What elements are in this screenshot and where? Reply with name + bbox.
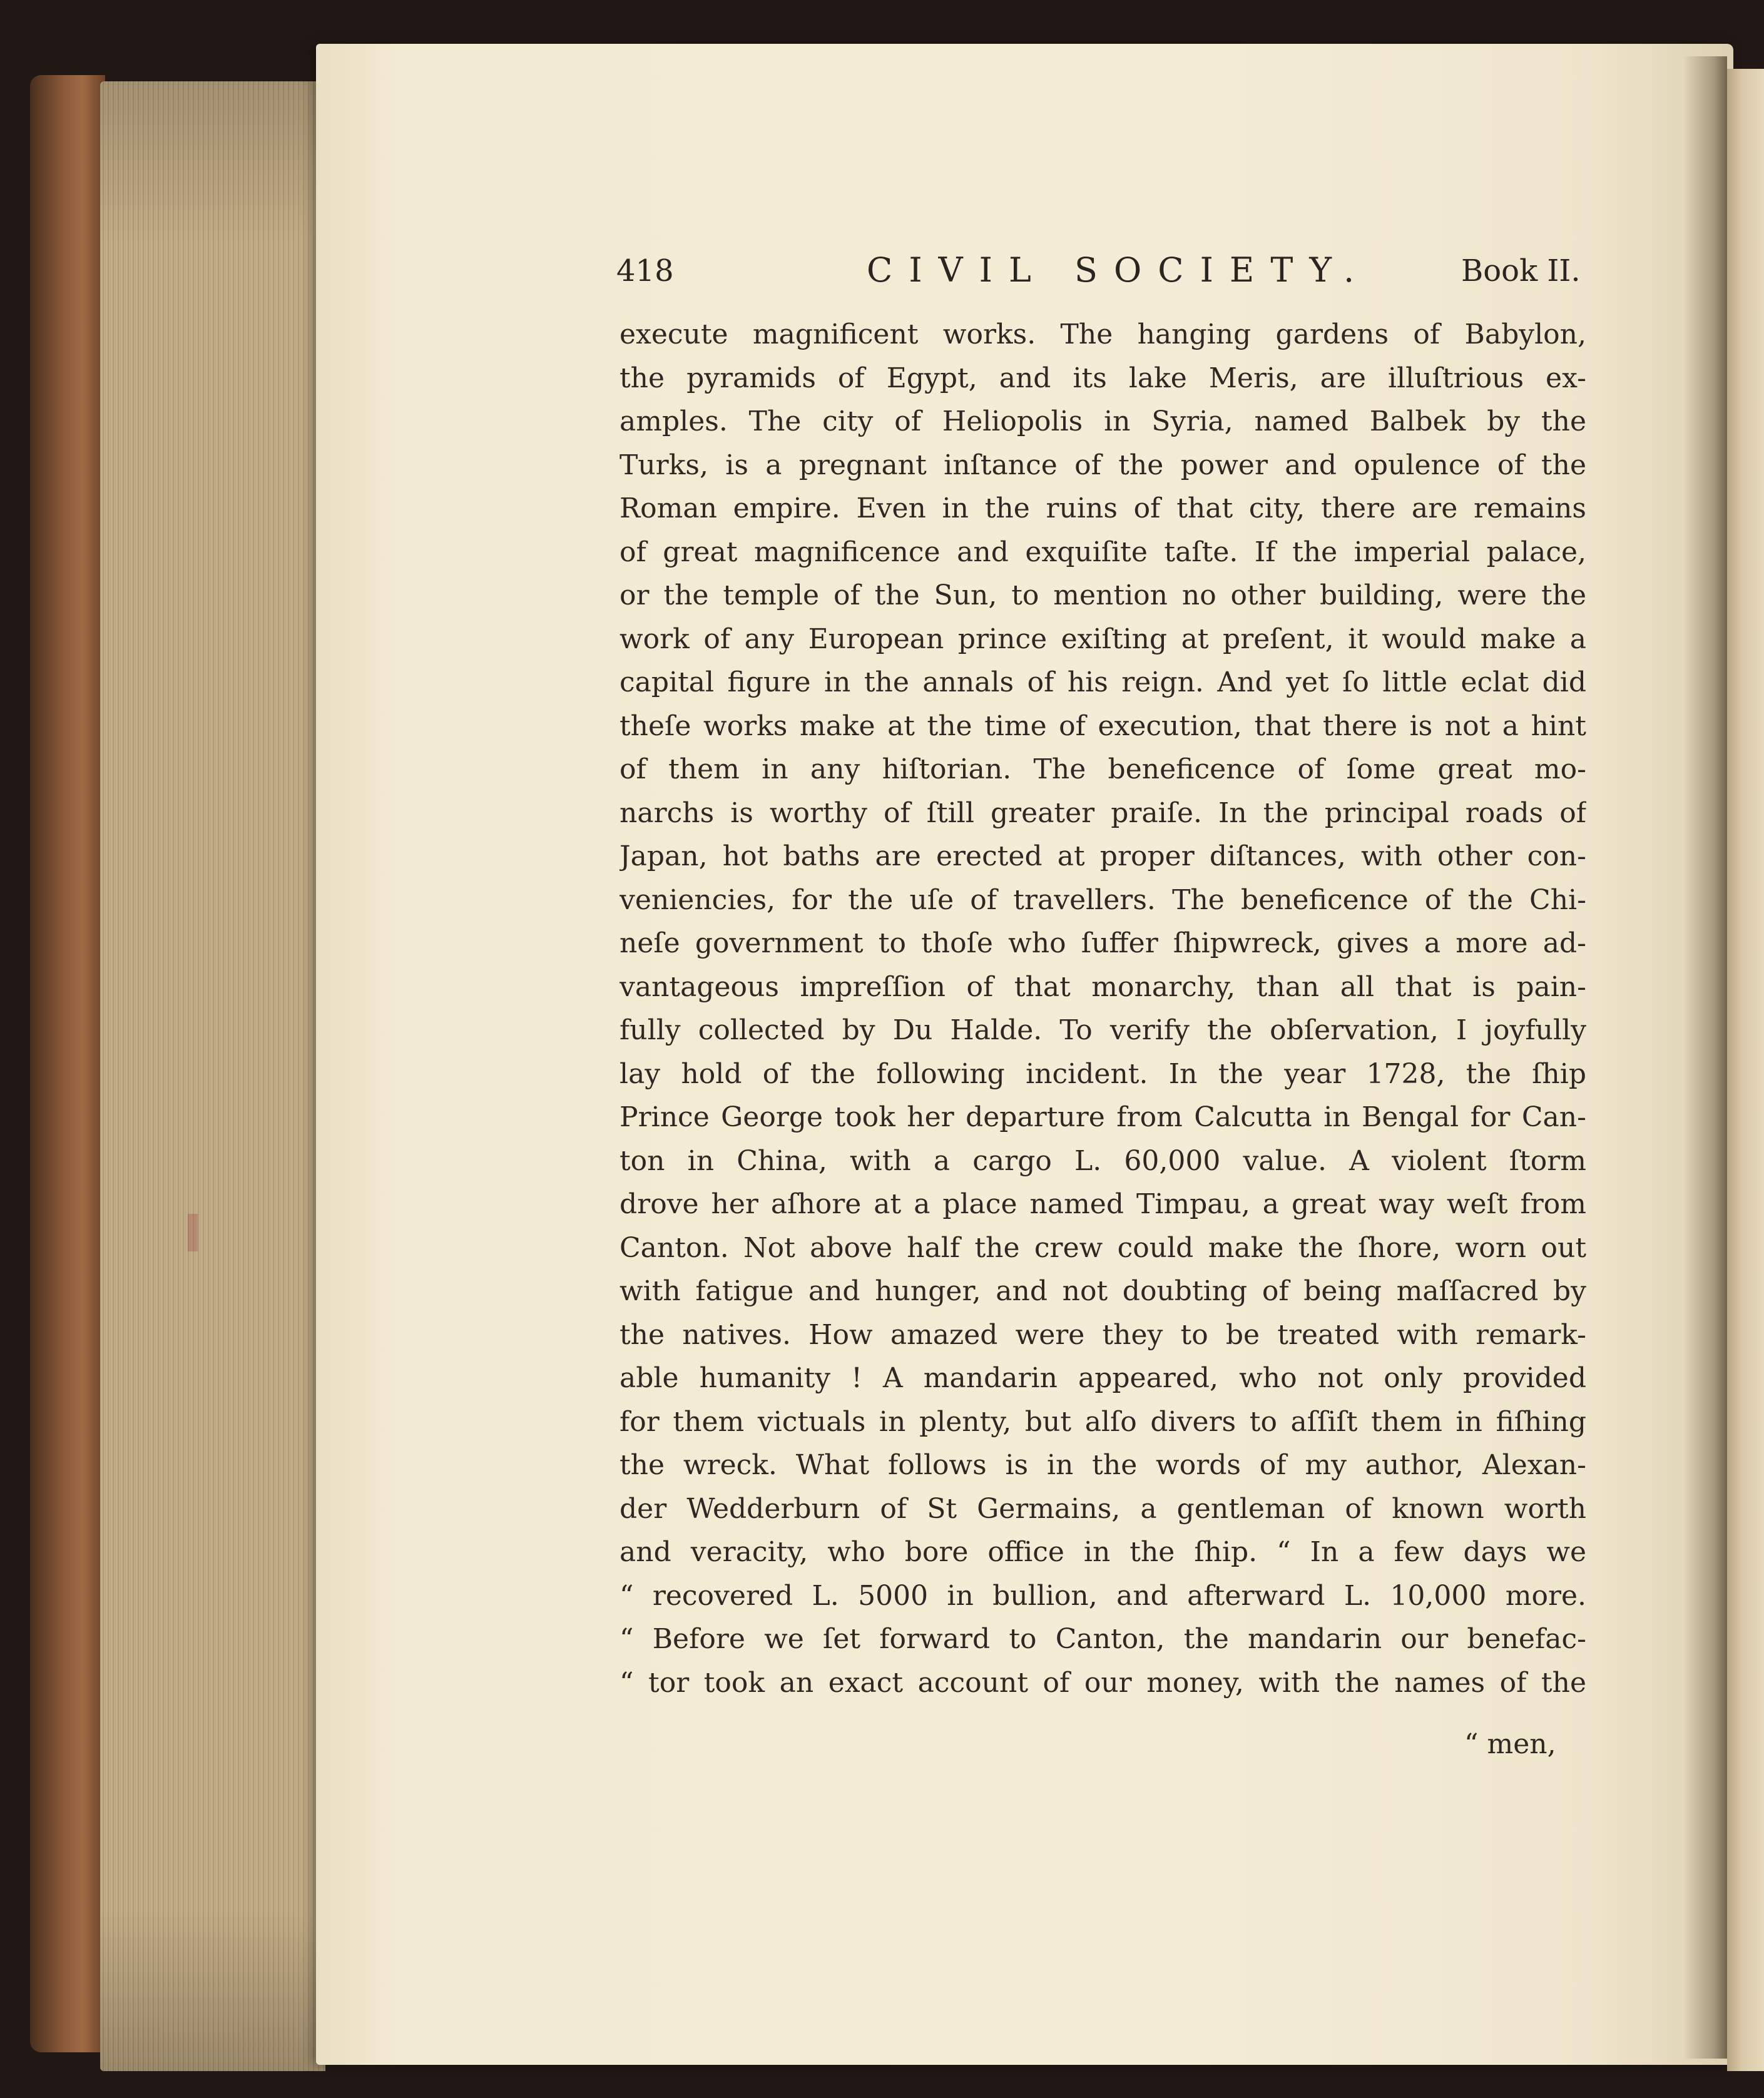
- text-line: Canton. Not above half the crew could make the ſhore, worn out: [619, 1231, 1586, 1264]
- text-line: “ Before we ſet forward to Canton, the mandarin our benefac-: [619, 1623, 1586, 1655]
- text-line: veniencies, for the uſe of travellers. The beneficence of the Chi-: [619, 884, 1586, 916]
- text-line: execute magnificent works. The hanging gardens of Babylon,: [619, 318, 1586, 350]
- text-line: of them in any hiſtorian. The beneficence of ſome great mo-: [619, 753, 1586, 785]
- text-line: for them victuals in plenty, but alſo divers to aſſiſt them in fiſhing: [619, 1405, 1586, 1438]
- catchword: “ men,: [1464, 1728, 1556, 1760]
- text-line: capital figure in the annals of his reign. And yet ſo little eclat did: [619, 666, 1586, 698]
- gutter-shadow: [1683, 56, 1727, 2059]
- text-line: drove her aſhore at a place named Timpau, a great way weſt from: [619, 1188, 1586, 1220]
- facing-page-edge: [1727, 69, 1764, 2071]
- text-line: neſe government to thoſe who ſuffer ſhipwreck, gives a more ad-: [619, 927, 1586, 959]
- body-text: [619, 313, 1586, 1704]
- text-line: theſe works make at the time of execution, that there is not a hint: [619, 710, 1586, 742]
- edge-stain: [188, 1214, 198, 1251]
- text-line: able humanity ! A mandarin appeared, who not only provided: [619, 1362, 1586, 1394]
- book-reference: Book II.: [1461, 253, 1581, 288]
- text-line: fully collected by Du Halde. To verify the obſervation, I joyfully: [619, 1014, 1586, 1046]
- text-line: or the temple of the Sun, to mention no other building, were the: [619, 579, 1586, 611]
- text-line: the pyramids of Egypt, and its lake Meris, are illuſtrious ex-: [619, 362, 1586, 394]
- page-number: 418: [616, 253, 674, 288]
- text-line: the natives. How amazed were they to be treated with remark-: [619, 1318, 1586, 1351]
- text-line: Prince George took her departure from Calcutta in Bengal for Can-: [619, 1101, 1586, 1133]
- page-fore-edge: [100, 81, 325, 2071]
- text-line: amples. The city of Heliopolis in Syria, named Balbek by the: [619, 405, 1586, 437]
- text-line: Roman empire. Even in the ruins of that city, there are remains: [619, 492, 1586, 524]
- text-line: work of any European prince exiſting at preſent, it would make a: [619, 623, 1586, 655]
- text-line: narchs is worthy of ſtill greater praiſe. In the principal roads of: [619, 797, 1586, 829]
- text-line: vantageous impreſſion of that monarchy, than all that is pain-: [619, 970, 1586, 1003]
- text-line: “ tor took an exact account of our money, with the names of the: [619, 1666, 1586, 1699]
- text-line: ton in China, with a cargo L. 60,000 value. A violent ſtorm: [619, 1144, 1586, 1177]
- text-line: der Wedderburn of St Germains, a gentleman of known worth: [619, 1492, 1586, 1525]
- book-cover-edge: [30, 75, 105, 2052]
- text-line: with fatigue and hunger, and not doubting of being maſſacred by: [619, 1275, 1586, 1307]
- text-line: Japan, hot baths are erected at proper diſtances, with other con-: [619, 840, 1586, 872]
- text-line: “ recovered L. 5000 in bullion, and afterward L. 10,000 more.: [619, 1579, 1586, 1612]
- text-line: and veracity, who bore office in the ſhip. “ In a few days we: [619, 1536, 1586, 1568]
- text-line: of great magnificence and exquiſite taſte. If the imperial palace,: [619, 536, 1586, 568]
- text-line: the wreck. What follows is in the words of my author, Alexan-: [619, 1449, 1586, 1481]
- running-title: CIVIL SOCIETY.: [867, 250, 1371, 290]
- text-line: lay hold of the following incident. In the year 1728, the ſhip: [619, 1057, 1586, 1090]
- text-line: Turks, is a pregnant inſtance of the power and opulence of the: [619, 449, 1586, 481]
